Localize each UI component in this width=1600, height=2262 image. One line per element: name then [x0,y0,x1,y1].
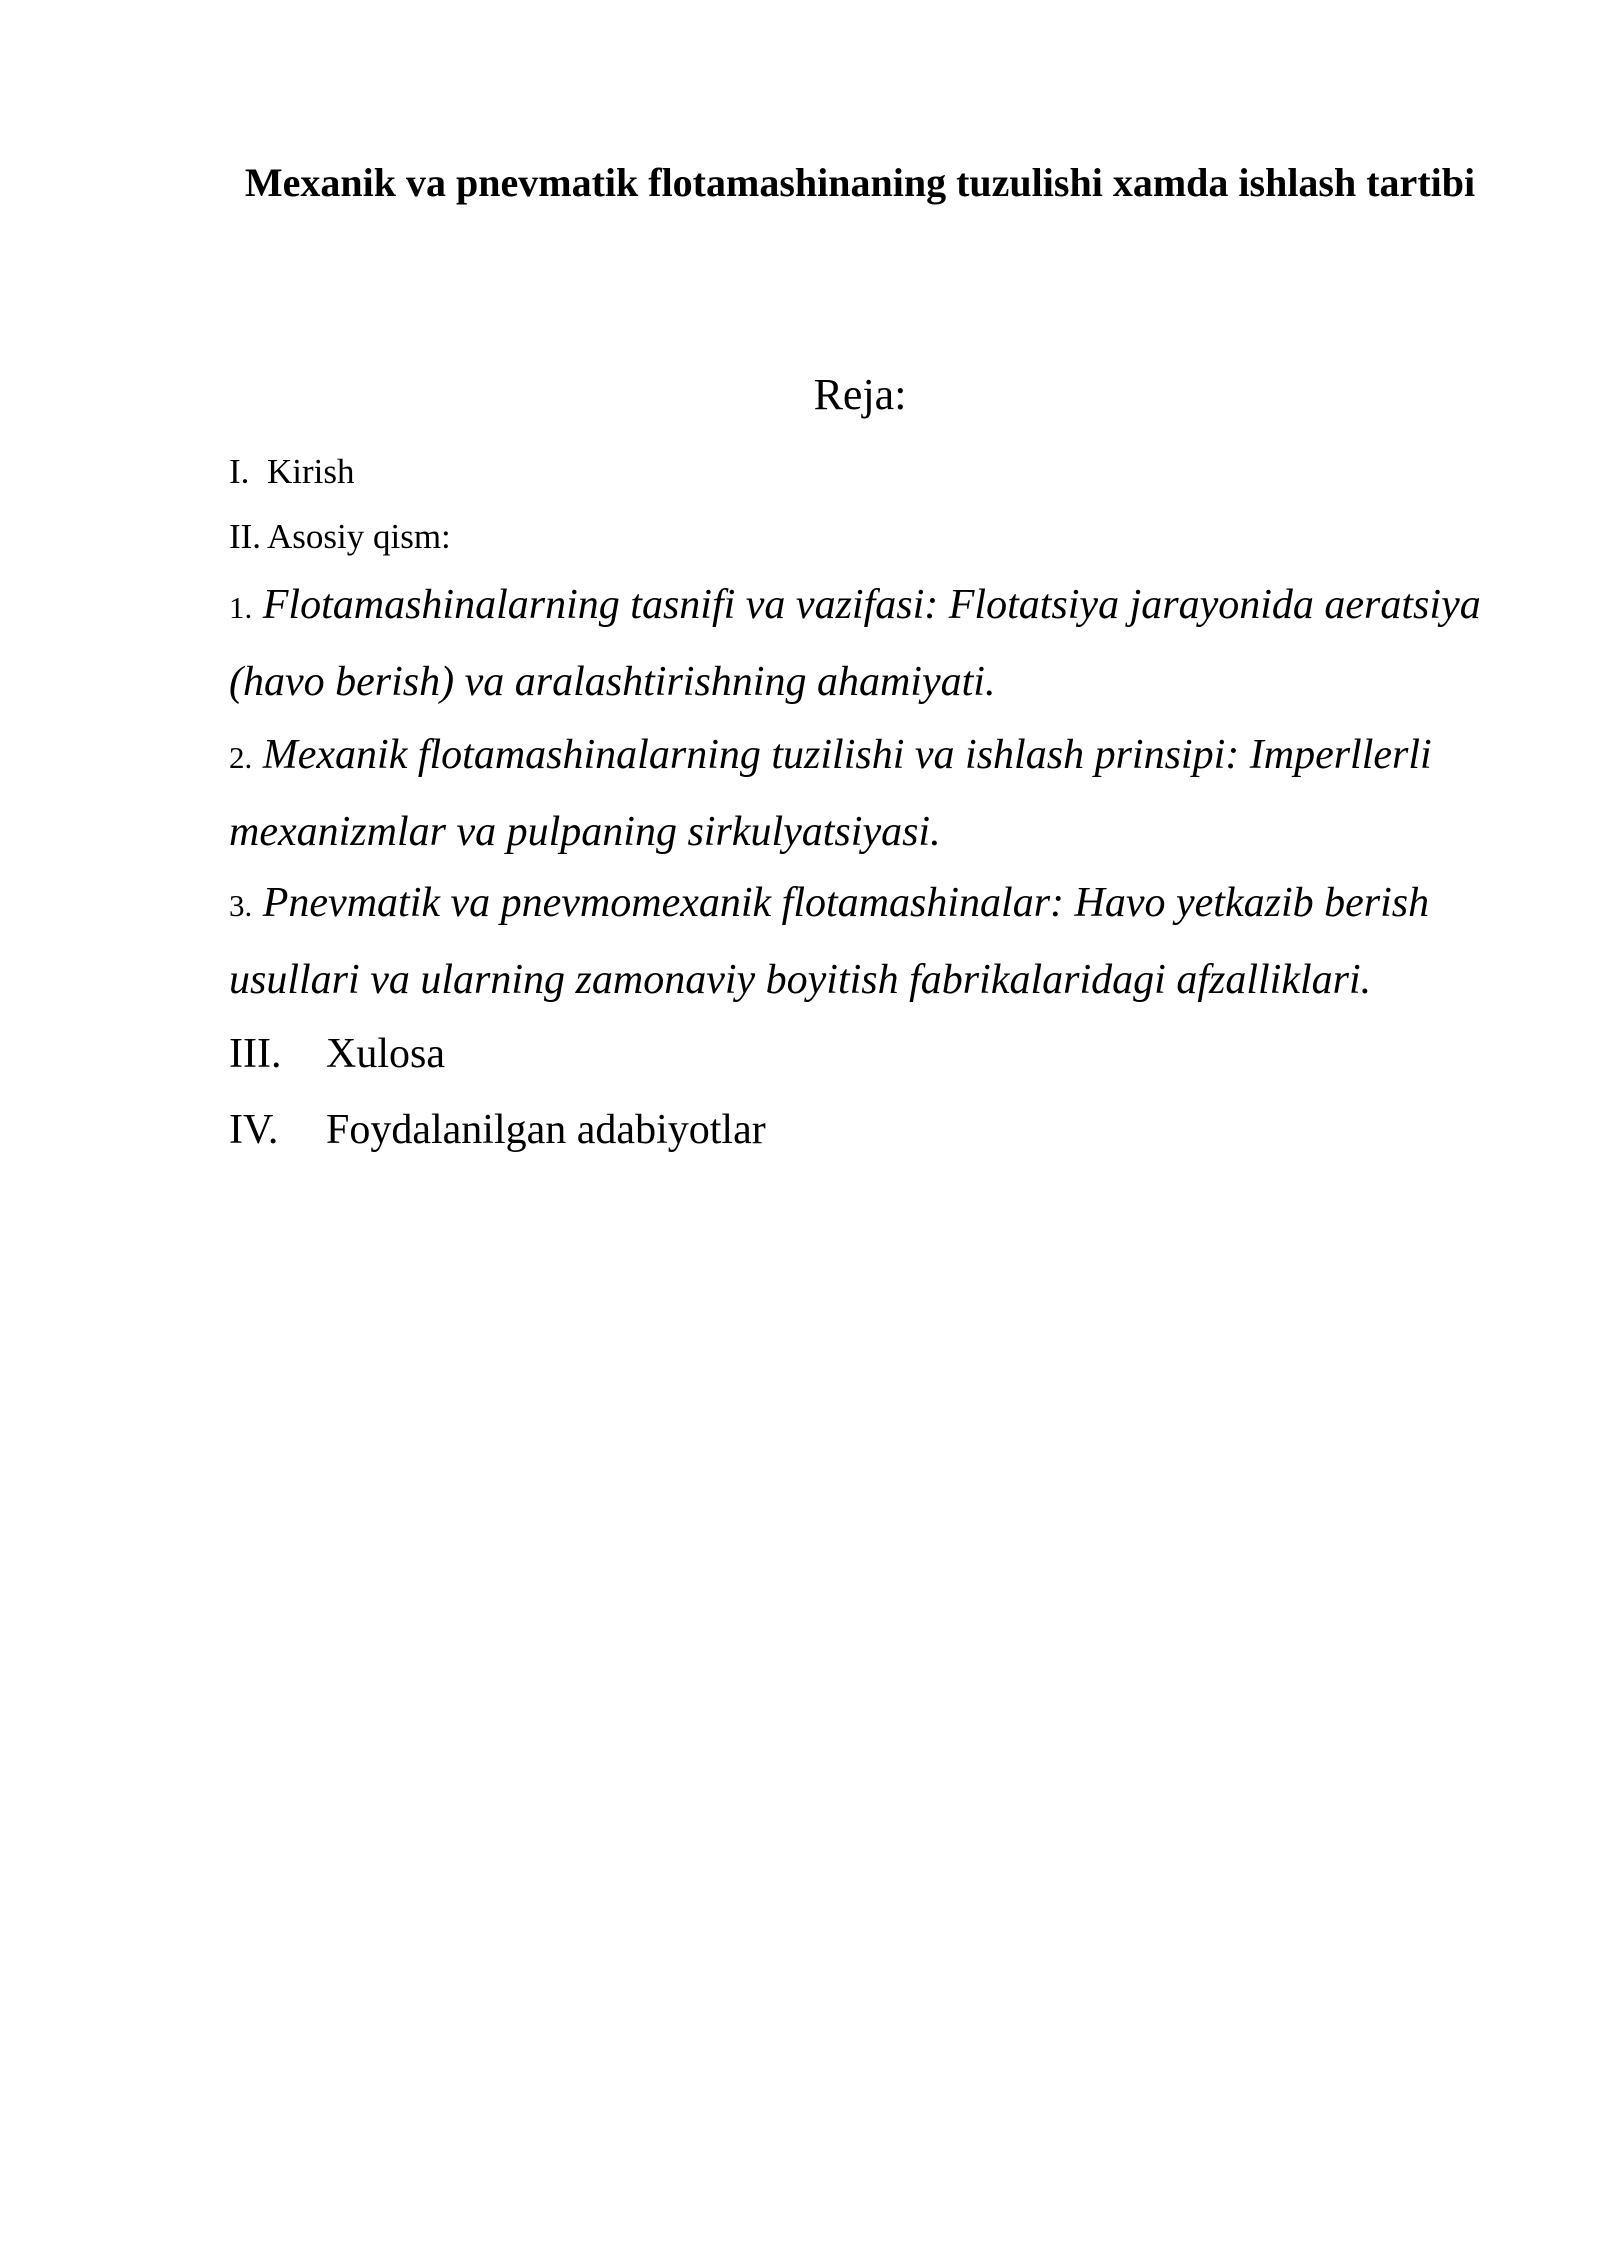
plan-subitem-number: 3. [229,888,253,923]
plan-item-text: Foydalanilgan adabiyotlar [326,1107,766,1153]
plan-subitem-text: Pnevmatik va pnevmomexanik flotamashinalar: Havo yetkazib berish usullari va ularning zamonaviy boyitish fabrikalaridagi afzalliklari. [229,880,1430,1003]
plan-item-text: Kirish [267,452,355,491]
plan-item-text: Xulosa [326,1031,445,1077]
plan-item-number: III. [229,1031,282,1077]
plan-item-conclusion [229,1024,445,1084]
plan-item-number: I. [229,452,250,491]
plan-heading: Reja: [813,370,907,419]
plan-subitem-number: 1. [229,590,253,625]
plan-subitem-number: 2. [229,740,253,775]
document-title: Mexanik va pnevmatik flotamashinaning tuzulishi xamda ishlash tartibi [244,160,1476,205]
plan-subitem-text: Mexanik flotamashinalarning tuzilishi va ishlash prinsipi: Imperllerli mexanizmlar va pulpaning sirkulyatsiyasi. [229,732,1432,855]
plan-item-references [229,1100,766,1160]
plan-item-main-part [229,515,451,559]
plan-item-text: Asosiy qism: [267,517,451,556]
plan-subitem-text: Flotamashinalarning tasnifi va vazifasi: Flotatsiya jarayonida aeratsiya (havo berish) va aralashtirishning ahamiyati. [229,582,1481,705]
plan-item-number: II. [229,517,262,556]
plan-subitem-1 [229,568,1489,720]
plan-item-number: IV. [229,1107,279,1153]
plan-subitem-2 [229,718,1489,870]
plan-subitem-3 [229,866,1489,1018]
plan-item-introduction [229,450,355,494]
